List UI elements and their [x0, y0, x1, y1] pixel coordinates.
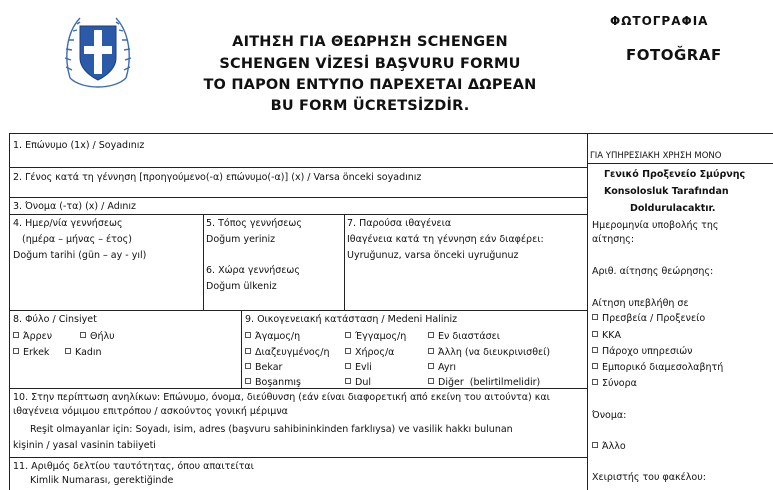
free-notice-turkish: BU FORM ÜCRETSİZDİR.	[270, 98, 470, 114]
marital-option-other-gr[interactable]: Άλλη (να διευκρινισθεί)	[428, 347, 550, 359]
marital-option-bosanmis[interactable]: Boşanmış	[245, 377, 301, 389]
diger-note: (belirtilmelidir)	[469, 377, 541, 388]
marital-option-diger[interactable]: Diğer (belirtilmelidir)	[428, 377, 540, 389]
field-nationality-birth-label: Ιθαγένεια κατά τη γέννηση εάν διαφέρει:	[347, 234, 544, 245]
field-sex-label: 8. Φύλο / Cinsiyet	[13, 314, 97, 325]
checkbox-icon[interactable]	[345, 332, 351, 338]
field-guardian-label-tr-1: Reşit olmayanlar için: Soyadı, isim, adres (başvuru sahibininkinden farklıysa) ve vasilik hakkı bulunan	[30, 424, 513, 435]
checkbox-icon[interactable]	[592, 363, 598, 369]
checkbox-icon[interactable]	[592, 379, 598, 385]
marital-option-ayri[interactable]: Ayrı	[428, 362, 456, 374]
field-nationality-label-tr: Uyruğunuz, varsa önceki uyruğunuz	[347, 250, 519, 261]
title-turkish: SCHENGEN VİZESİ BAŞVURU FORMU	[219, 56, 521, 72]
checkbox-icon[interactable]	[592, 442, 598, 448]
consulate-name: Γενικό Προξενείο Σμύρνης	[604, 169, 746, 180]
checkbox-icon[interactable]	[592, 347, 598, 353]
sidebar-divider	[587, 133, 588, 490]
submitted-option-intermediary[interactable]: Εμπορικό διαμεσολαβητή	[592, 362, 723, 374]
field-dob-label-gr: 4. Ημερ/νία γεννήσεως	[13, 218, 123, 229]
greek-coat-of-arms-emblem	[62, 8, 134, 100]
checkbox-icon[interactable]	[245, 348, 251, 354]
row-divider	[9, 310, 587, 311]
form-top-border	[9, 133, 773, 134]
col-divider	[203, 214, 204, 310]
application-number-label: Αριθ. αίτησης θεώρησης:	[592, 266, 714, 277]
field-dob-format: (ημέρα – μήνας – έτος)	[22, 234, 132, 245]
photo-label-turkish: FOTOĞRAF	[626, 46, 722, 64]
field-surname-label: 1. Επώνυμο (1x) / Soyadınız	[13, 140, 145, 151]
checkbox-icon[interactable]	[428, 378, 434, 384]
official-use-heading: ΓΙΑ ΥΠΗΡΕΣΙΑΚΗ ΧΡΗΣΗ ΜΟΝΟ	[590, 151, 722, 161]
sex-option-erkek[interactable]: Erkek	[13, 347, 49, 359]
submission-date-label-1: Ημερομηνία υποβολής της	[592, 220, 719, 231]
photo-label-greek: ΦΩΤΟΓΡΑΦΙΑ	[610, 14, 709, 28]
checkbox-icon[interactable]	[592, 331, 598, 337]
field-birthcountry-label-tr: Doğum ülkeniz	[206, 281, 277, 292]
field-guardian-label-tr-2: kişinin / yasal vasinin tabiiyeti	[13, 440, 156, 451]
form-left-border	[9, 133, 10, 490]
checkbox-icon[interactable]	[245, 378, 251, 384]
checkbox-icon[interactable]	[592, 314, 598, 320]
sidebar-divider-line	[587, 163, 773, 164]
case-handler-label: Χειριστής του φακέλου:	[592, 472, 706, 483]
sex-option-kadin[interactable]: Kadın	[65, 347, 102, 359]
col-divider	[344, 214, 345, 310]
marital-option-dul[interactable]: Dul	[345, 377, 371, 389]
field-given-names-label: 3. Όνομα (-τα) (x) / Adınız	[13, 201, 137, 212]
field-dob-label-tr: Doğum tarihi (gün – ay - yıl)	[13, 250, 147, 261]
marital-option-bekar[interactable]: Bekar	[245, 362, 282, 374]
submitted-option-border[interactable]: Σύνορα	[592, 378, 637, 390]
checkbox-icon[interactable]	[13, 348, 19, 354]
marital-option-evli[interactable]: Evli	[345, 362, 372, 374]
marital-option-separated-gr[interactable]: Εν διαστάσει	[428, 331, 500, 343]
checkbox-icon[interactable]	[13, 332, 19, 338]
field-birthplace-label-gr: 5. Τόπος γεννήσεως	[206, 218, 302, 229]
field-guardian-label-gr-2: ιθαγένεια νόμιμου επιτρόπου / ασκούντος γονική μέριμνα	[13, 406, 288, 417]
checkbox-icon[interactable]	[245, 332, 251, 338]
field-marital-label: 9. Οικογενειακή κατάσταση / Medeni Haliniz	[245, 314, 458, 325]
field-birth-surname-label: 2. Γένος κατά τη γέννηση [προηγούμενο(-α) επώνυμο(-α)] (x) / Varsa önceki soyadınız	[13, 172, 422, 183]
consulate-fill-note-1: Konsolosluk Tarafından	[604, 186, 729, 197]
marital-option-single-gr[interactable]: Άγαμος/η	[245, 331, 300, 343]
field-birthplace-label-tr: Doğum yeriniz	[206, 234, 276, 245]
consulate-fill-note-2: Doldurulacaktır.	[630, 203, 716, 214]
checkbox-icon[interactable]	[80, 332, 86, 338]
submitted-option-provider[interactable]: Πάροχο υπηρεσιών	[592, 346, 692, 358]
checkbox-icon[interactable]	[428, 332, 434, 338]
row-divider	[9, 167, 587, 168]
row-divider	[9, 457, 587, 458]
col-divider	[241, 310, 242, 388]
checkbox-icon[interactable]	[65, 348, 71, 354]
marital-option-widowed-gr[interactable]: Χήρος/α	[345, 347, 394, 359]
field-id-number-label-gr: 11. Αριθμός δελτίου ταυτότητας, όπου απαιτείται	[13, 461, 254, 472]
submitted-option-other[interactable]: Άλλο	[592, 441, 626, 453]
title-greek: ΑΙΤΗΣΗ ΓΙΑ ΘΕΩΡΗΣΗ SCHENGEN	[232, 34, 508, 50]
submitted-at-label: Αίτηση υπεβλήθη σε	[592, 298, 689, 309]
checkbox-icon[interactable]	[345, 363, 351, 369]
field-id-number-label-tr: Kimlik Numarası, gerektiğinde	[30, 475, 174, 486]
marital-option-divorced-gr[interactable]: Διαζευγμένος/η	[245, 347, 330, 359]
submitted-option-embassy[interactable]: Πρεσβεία / Προξενείο	[592, 313, 705, 325]
checkbox-icon[interactable]	[428, 348, 434, 354]
sex-option-male[interactable]: Άρρεν	[13, 331, 52, 343]
row-divider	[9, 197, 587, 198]
submission-date-label-2: αίτησης:	[592, 234, 635, 245]
field-birthcountry-label-gr: 6. Χώρα γεννήσεως	[206, 265, 300, 276]
row-divider	[9, 214, 587, 215]
free-notice-greek: ΤΟ ΠΑΡΟΝ ΕΝΤΥΠΟ ΠΑΡΕΧΕΤΑΙ ΔΩΡΕΑΝ	[203, 77, 537, 93]
checkbox-icon[interactable]	[345, 378, 351, 384]
submitted-option-cac[interactable]: ΚΚΑ	[592, 330, 621, 342]
sex-option-female[interactable]: Θήλυ	[80, 331, 115, 343]
name-label: Όνομα:	[592, 410, 627, 421]
marital-option-married-gr[interactable]: Έγγαμος/η	[345, 331, 406, 343]
checkbox-icon[interactable]	[245, 363, 251, 369]
field-guardian-label-gr-1: 10. Στην περίπτωση ανηλίκων: Επώνυμο, όνομα, διεύθυνση (εάν είναι διαφορετική από εκείνη του αιτούντα) και	[13, 392, 550, 403]
checkbox-icon[interactable]	[345, 348, 351, 354]
checkbox-icon[interactable]	[428, 363, 434, 369]
field-nationality-label: 7. Παρούσα ιθαγένεια	[347, 218, 452, 229]
